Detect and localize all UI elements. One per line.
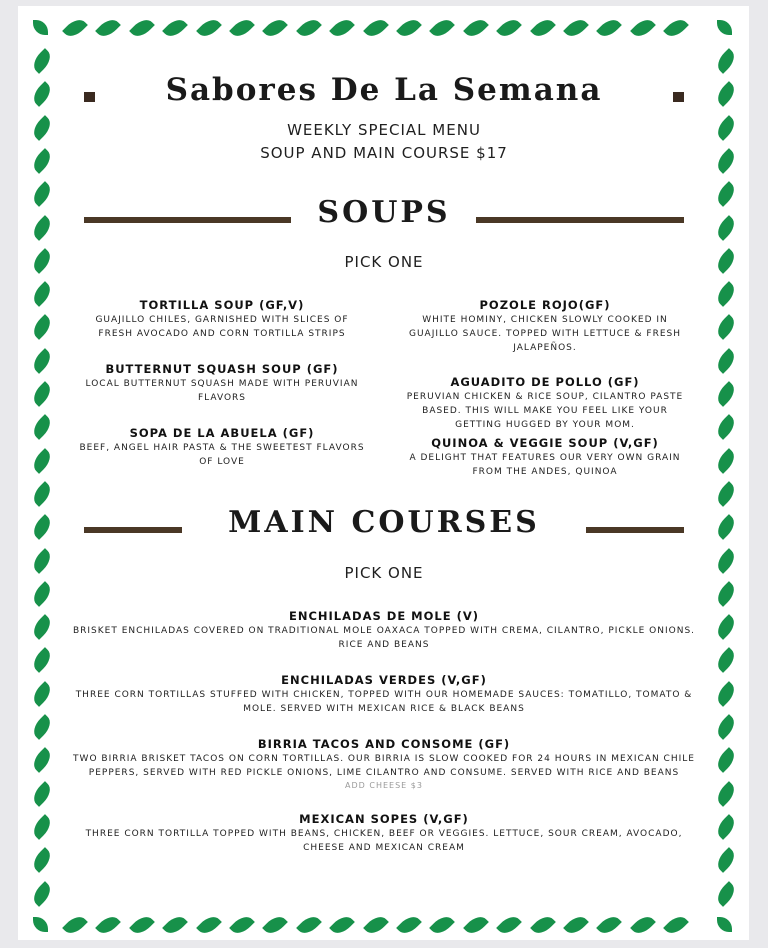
menu-item-description: GUAJILLO SAUCE. TOPPED WITH LETTUCE & FRESH — [408, 329, 682, 339]
menu-item-name: POZOLE ROJO(GF) — [479, 298, 611, 312]
menu-item — [400, 298, 690, 355]
menu-item-description: PEPPERS, SERVED WITH RED PICKLE ONIONS, LIME CILANTRO AND CONSUME. SERVED WITH RICE AND BEANS — [88, 768, 680, 778]
menu-item-description: A DELIGHT THAT FEATURES OUR VERY OWN GRAIN — [409, 453, 681, 463]
menu-item-description: JALAPEÑOS. — [513, 343, 577, 353]
menu-item — [72, 426, 372, 469]
menu-item-name: BUTTERNUT SQUASH SOUP (GF) — [105, 362, 339, 376]
menu-item-description: RICE AND BEANS — [338, 640, 430, 650]
menu-item-name: ENCHILADAS VERDES (V,GF) — [281, 673, 487, 687]
menu-item-name: QUINOA & VEGGIE SOUP (V,GF) — [431, 436, 659, 450]
menu-item — [60, 609, 708, 652]
menu-item-description: OF LOVE — [199, 457, 245, 467]
menu-item-description: BEEF, ANGEL HAIR PASTA & THE SWEETEST FLAVORS — [79, 443, 365, 453]
menu-item — [72, 362, 372, 405]
soups-heading: SOUPS — [317, 195, 451, 230]
menu-item-name: AGUADITO DE POLLO (GF) — [450, 375, 640, 389]
menu-item-description: FLAVORS — [197, 393, 247, 403]
menu-item-description: TWO BIRRIA BRISKET TACOS ON CORN TORTILLAS. OUR BIRRIA IS SLOW COOKED FOR 24 HOURS IN MEXICAN CHILE — [73, 754, 695, 764]
mains-heading: MAIN COURSES — [228, 505, 540, 540]
subtitle-weekly: WEEKLY SPECIAL MENU — [287, 121, 481, 139]
menu-item-description: LOCAL BUTTERNUT SQUASH MADE WITH PERUVIAN — [85, 379, 359, 389]
menu-item-description: GETTING HUGGED BY YOUR MOM. — [455, 420, 635, 430]
menu-item-description: MOLE. SERVED WITH MEXICAN RICE & BLACK BEANS — [243, 704, 525, 714]
menu-item-name: MEXICAN SOPES (V,GF) — [299, 812, 469, 826]
menu-item-name: TORTILLA SOUP (GF,V) — [139, 298, 305, 312]
subtitle-price: SOUP AND MAIN COURSE $17 — [260, 144, 508, 162]
menu-item-description: CHEESE AND MEXICAN CREAM — [303, 843, 465, 853]
menu-item-description: WHITE HOMINY, CHICKEN SLOWLY COOKED IN — [422, 315, 668, 325]
menu-item-name: SOPA DE LA ABUELA (GF) — [129, 426, 315, 440]
menu-item-name: BIRRIA TACOS AND CONSOME (GF) — [257, 737, 511, 751]
menu-item-description: FRESH AVOCADO AND CORN TORTILLA STRIPS — [98, 329, 346, 339]
menu-item-description: THREE CORN TORTILLA TOPPED WITH BEANS, CHICKEN, BEEF OR VEGGIES. LETTUCE, SOUR CREAM, AVOCADO, — [85, 829, 683, 839]
menu-item-description: BRISKET ENCHILADAS COVERED ON TRADITIONAL MOLE OAXACA TOPPED WITH CREMA, CILANTRO, PICKLE ONIONS. — [72, 626, 696, 636]
menu-item-description: GUAJILLO CHILES, GARNISHED WITH SLICES OF — [95, 315, 349, 325]
menu-item — [400, 436, 690, 479]
page-title: Sabores De La Semana — [165, 72, 603, 108]
mains-pick-one: PICK ONE — [344, 564, 424, 582]
menu-item — [400, 375, 690, 432]
menu-item-description: BASED. THIS WILL MAKE YOU FEEL LIKE YOUR — [422, 406, 668, 416]
soups-pick-one: PICK ONE — [344, 253, 424, 271]
menu-item-description: THREE CORN TORTILLAS STUFFED WITH CHICKEN, TOPPED WITH OUR HOMEMADE SAUCES: TOMATILLO, TOMATO & — [75, 690, 693, 700]
menu-item-name: ENCHILADAS DE MOLE (V) — [288, 609, 479, 623]
menu-item — [60, 673, 708, 716]
menu-item-description: FROM THE ANDES, QUINOA — [472, 467, 618, 477]
menu-item — [72, 298, 372, 341]
title-row — [0, 72, 768, 112]
menu-item-description: PERUVIAN CHICKEN & RICE SOUP, CILANTRO PASTE — [406, 392, 684, 402]
menu-item — [60, 812, 708, 855]
menu-item-addon-note: ADD CHEESE $3 — [345, 781, 423, 790]
menu-item — [60, 737, 708, 792]
